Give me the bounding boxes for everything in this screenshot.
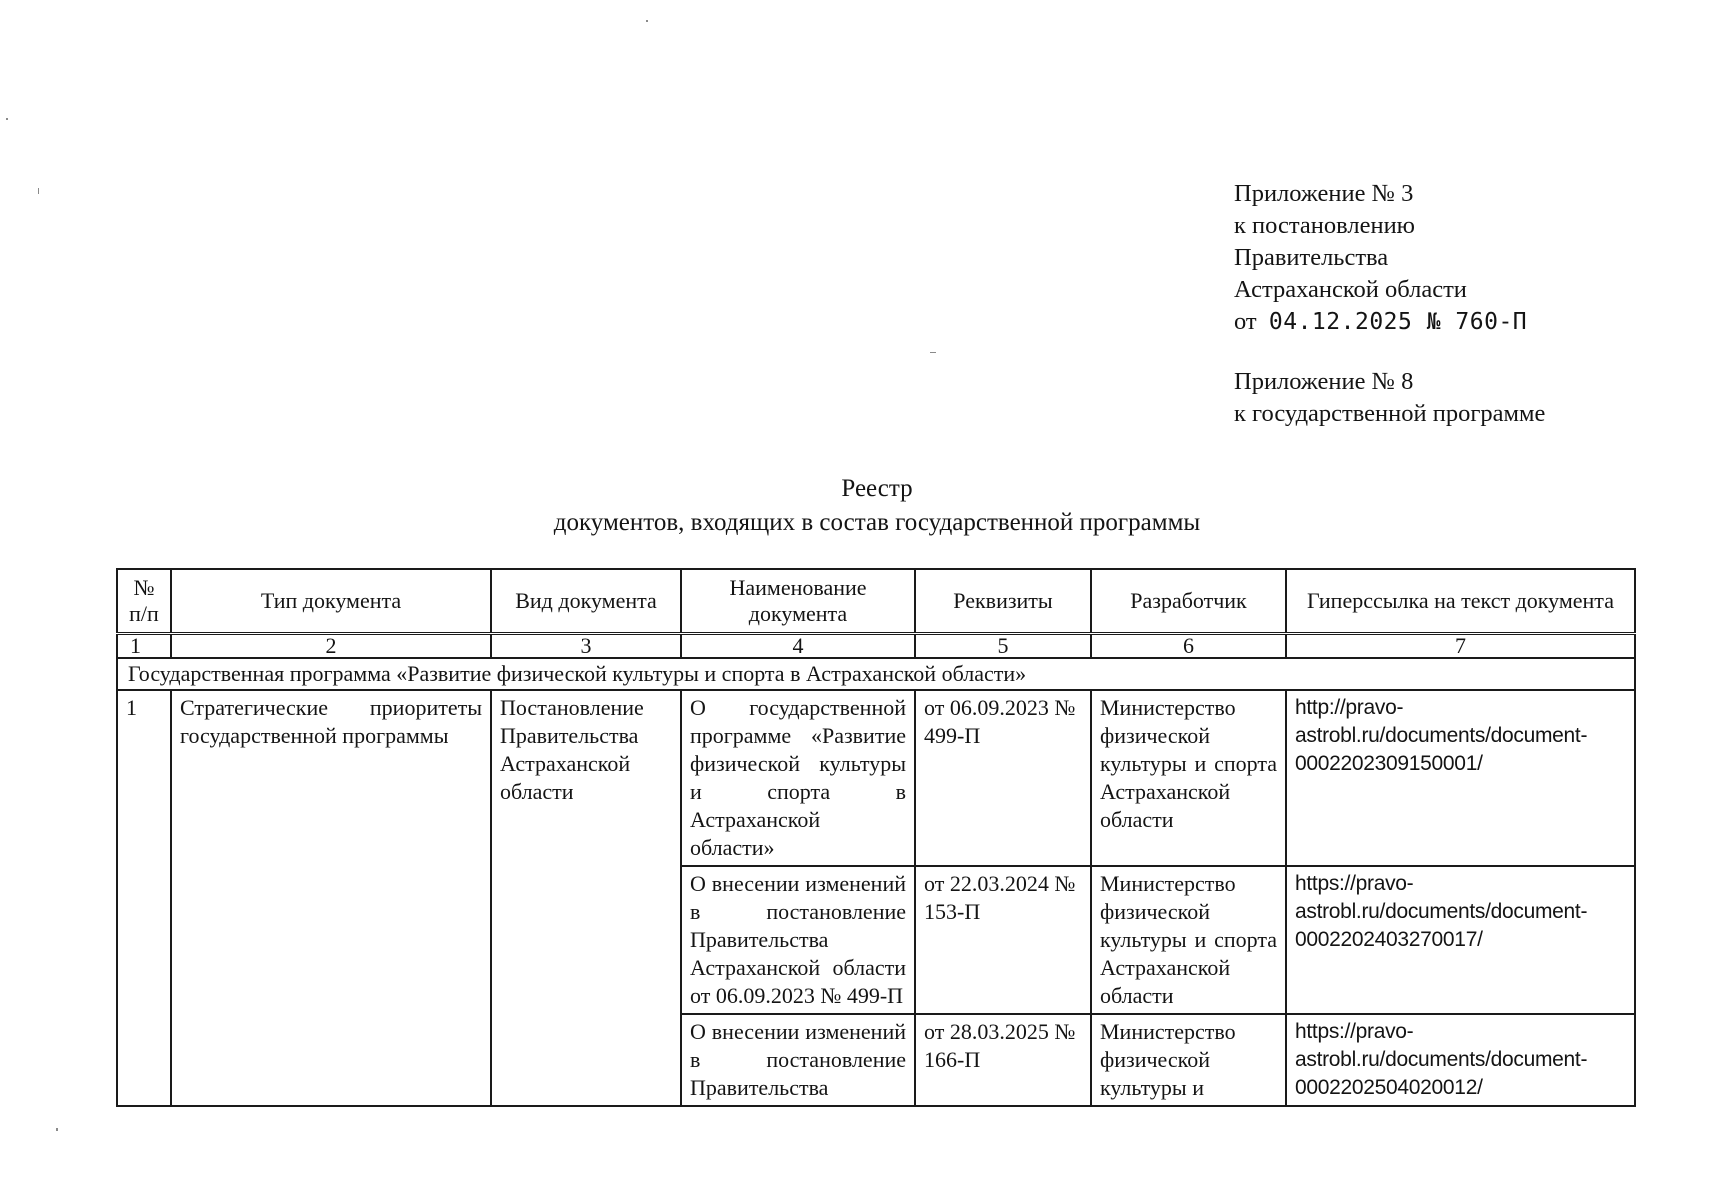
title-line: Реестр bbox=[841, 475, 913, 502]
scan-speck bbox=[56, 1128, 58, 1131]
column-number: 1 bbox=[117, 634, 171, 659]
title-line: документов, входящих в состав государственной программы bbox=[553, 509, 1201, 536]
section-title: Государственная программа «Развитие физической культуры и спорта в Астраханской области» bbox=[117, 658, 1635, 690]
appendix-date-line bbox=[1234, 306, 1684, 338]
requisites-cell: от 06.09.2023 № 499-П bbox=[915, 690, 1091, 866]
requisites-cell: от 22.03.2024 № 153-П bbox=[915, 866, 1091, 1014]
developer-cell: Министерство физической культуры и bbox=[1091, 1014, 1286, 1106]
table-header-row bbox=[117, 569, 1635, 634]
column-number: 4 bbox=[681, 634, 915, 659]
appendix-line: Приложение № 8 bbox=[1234, 368, 1414, 395]
registry-table bbox=[116, 568, 1636, 1107]
scan-speck bbox=[930, 352, 936, 353]
doc-name-cell: О внесении изменений в постановление Правительства Астраханской области от 06.09.2023 № 499-П bbox=[681, 866, 915, 1014]
scan-speck bbox=[6, 118, 8, 120]
row-number: 1 bbox=[117, 690, 171, 1106]
appendix-line: Астраханской области bbox=[1234, 276, 1467, 303]
column-header: Тип документа bbox=[171, 569, 491, 634]
column-number: 3 bbox=[491, 634, 681, 659]
appendix-date-prefix: от bbox=[1234, 308, 1257, 335]
column-header: Вид документа bbox=[491, 569, 681, 634]
requisites-cell: от 28.03.2025 № 166-П bbox=[915, 1014, 1091, 1106]
column-header: № п/п bbox=[117, 569, 171, 634]
appendix-line: к государственной программе bbox=[1234, 400, 1546, 427]
scan-speck bbox=[38, 188, 39, 194]
column-header: Наименование документа bbox=[681, 569, 915, 634]
hyperlink-cell[interactable]: https://pravo-astrobl.ru/documents/document-0002202403270017/ bbox=[1286, 866, 1635, 1014]
doc-kind-cell: Постановление Правительства Астраханской области bbox=[491, 690, 681, 1106]
doc-name-cell: О государственной программе «Развитие физической культуры и спорта в Астраханской области» bbox=[681, 690, 915, 866]
document-title bbox=[120, 472, 1634, 540]
developer-cell: Министерство физической культуры и спорта Астраханской области bbox=[1091, 690, 1286, 866]
appendix-line: Правительства bbox=[1234, 244, 1389, 271]
appendix-date-number: 04.12.2025 № 760-П bbox=[1268, 309, 1528, 335]
column-number: 6 bbox=[1091, 634, 1286, 659]
column-number: 5 bbox=[915, 634, 1091, 659]
column-number-row bbox=[117, 634, 1635, 659]
doc-name-cell: О внесении изменений в постановление Правительства bbox=[681, 1014, 915, 1106]
doc-type-cell: Стратегические приоритеты государственной программы bbox=[171, 690, 491, 1106]
column-header: Гиперссылка на текст документа bbox=[1286, 569, 1635, 634]
hyperlink-cell[interactable]: http://pravo-astrobl.ru/documents/document-0002202309150001/ bbox=[1286, 690, 1635, 866]
column-number: 7 bbox=[1286, 634, 1635, 659]
column-number: 2 bbox=[171, 634, 491, 659]
developer-cell: Министерство физической культуры и спорта Астраханской области bbox=[1091, 866, 1286, 1014]
section-row bbox=[117, 658, 1635, 690]
scan-speck bbox=[646, 20, 648, 22]
table-row bbox=[117, 690, 1635, 866]
column-header: Разработчик bbox=[1091, 569, 1286, 634]
column-header: Реквизиты bbox=[915, 569, 1091, 634]
appendix-line: Приложение № 3 bbox=[1234, 180, 1414, 207]
hyperlink-cell[interactable]: https://pravo-astrobl.ru/documents/document-0002202504020012/ bbox=[1286, 1014, 1635, 1106]
appendix-line: к постановлению bbox=[1234, 212, 1415, 239]
appendix-header bbox=[1234, 178, 1684, 430]
